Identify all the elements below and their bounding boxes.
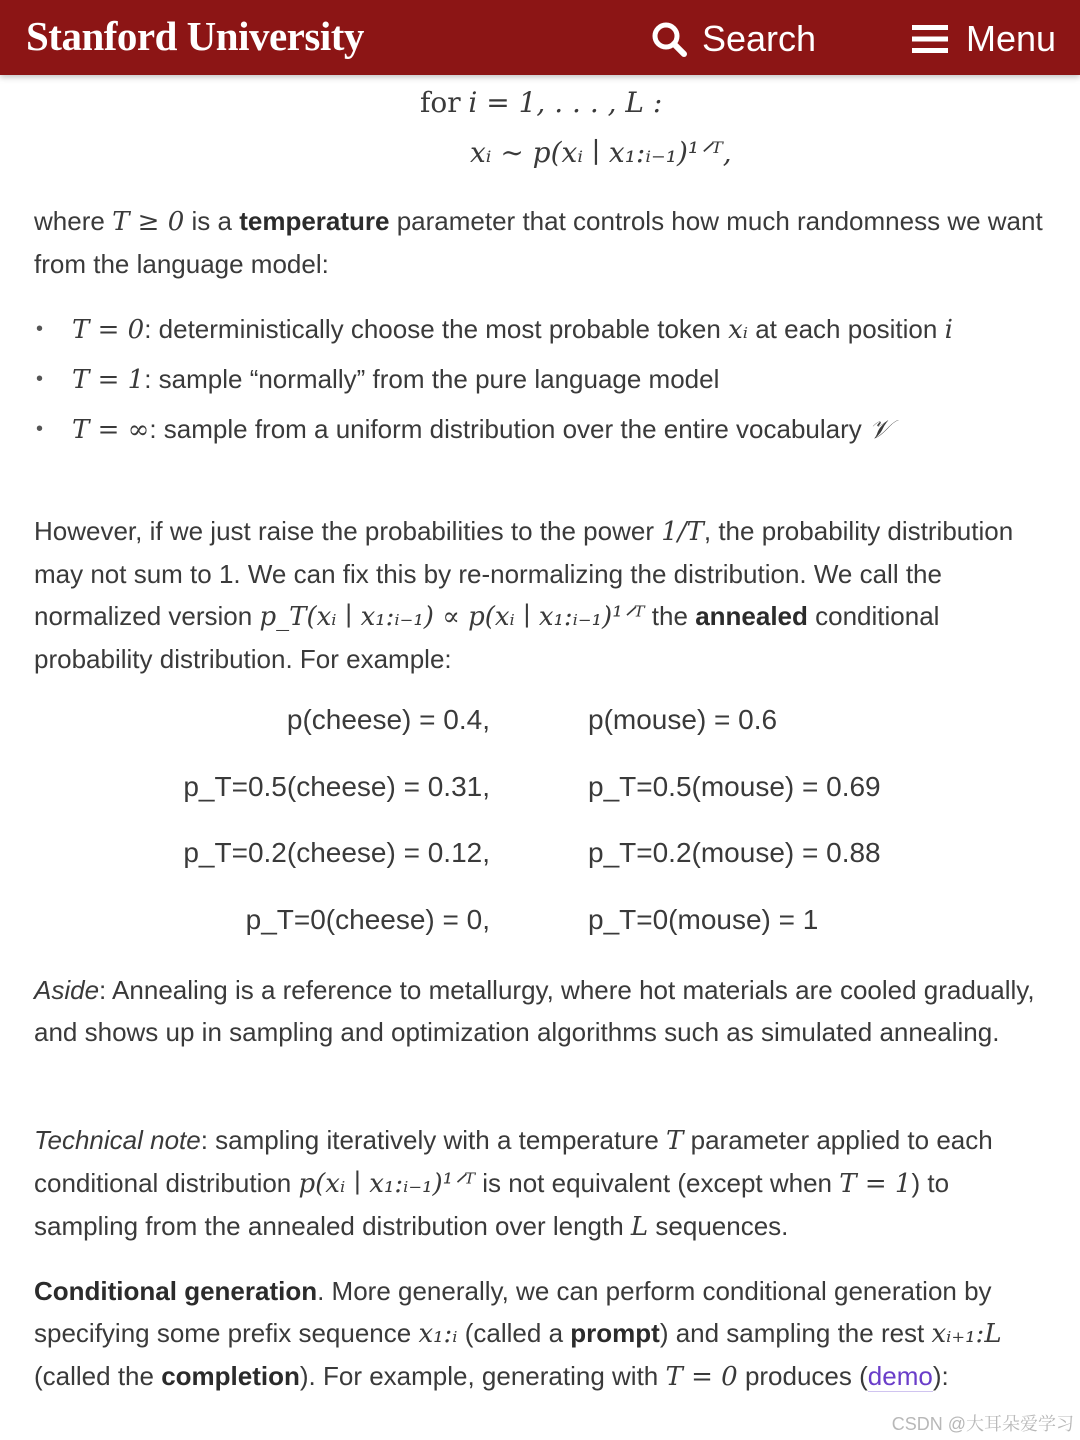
menu-label: Menu: [966, 18, 1057, 59]
technical-note-paragraph: Technical note: sampling iteratively with a temperature T parameter applied to each conditional distribution p(xᵢ ∣ x₁:ᵢ₋₁)¹ᐟᵀ is not equivalent (except when T = 1) to sampling from the annealed distribution over length L sequences.: [34, 1125, 993, 1242]
list-item: • T = 1: sample “normally” from the pure language model: [34, 358, 1034, 401]
intro-paragraph: where T ≥ 0 is a temperature parameter that controls how much randomness we want from the language model:: [34, 206, 1043, 279]
example-right-2: p_T=0.5(mouse) = 0.69: [588, 771, 881, 802]
list-item: • T = 0: deterministically choose the most probable token xᵢ at each position i: [34, 308, 1034, 351]
example-right-1: p(mouse) = 0.6: [588, 704, 778, 735]
example-right-4: p_T=0(mouse) = 1: [588, 904, 819, 935]
search-button[interactable]: [650, 17, 816, 61]
aside-paragraph: Aside: Annealing is a reference to metallurgy, where hot materials are cooled gradually, and shows up in sampling and optimization algorithms such as simulated annealing.: [34, 975, 1035, 1047]
search-label: Search: [702, 18, 817, 59]
hamburger-icon: [912, 24, 948, 54]
example-left-1: p(cheese) = 0.4,: [286, 704, 490, 735]
however-paragraph: However, if we just raise the probabilities to the power 1/T, the probability distribution may not sum to 1. We can fix this by re-normalizing the distribution. We call the normalized version p_T(xᵢ ∣ x₁:ᵢ₋₁) ∝ p(xᵢ ∣ x₁:ᵢ₋₁)¹ᐟᵀ the annealed conditional probability distribution. For example:: [34, 516, 1014, 674]
watermark: CSDN @大耳朵爱学习: [891, 1414, 1074, 1434]
loop-line-2: xᵢ ∼ p(xᵢ ∣ x₁:ᵢ₋₁)¹ᐟᵀ,: [470, 136, 732, 169]
site-logo[interactable]: Stanford University: [26, 13, 364, 59]
example-left-4: p_T=0(cheese) = 0,: [245, 904, 490, 935]
menu-button[interactable]: [912, 17, 1056, 61]
example-left-2: p_T=0.5(cheese) = 0.31,: [183, 771, 490, 802]
demo-link[interactable]: demo: [867, 1361, 933, 1391]
conditional-generation-paragraph: Conditional generation. More generally, we can perform conditional generation by specifying some prefix sequence x₁:ᵢ (called a prompt) and sampling the rest xᵢ₊₁:L (called the completion). For example, generating with T = 0 produces (demo):: [34, 1276, 1002, 1392]
list-item: • T = ∞: sample from a uniform distribution over the entire vocabulary 𝒱: [34, 408, 1034, 451]
search-icon: [650, 20, 688, 58]
example-right-3: p_T=0.2(mouse) = 0.88: [588, 837, 881, 868]
example-left-3: p_T=0.2(cheese) = 0.12,: [183, 837, 490, 868]
site-header: [0, 0, 1080, 75]
temperature-list: [34, 308, 1034, 458]
loop-line-1: for i = 1, . . . , L :: [420, 86, 663, 119]
